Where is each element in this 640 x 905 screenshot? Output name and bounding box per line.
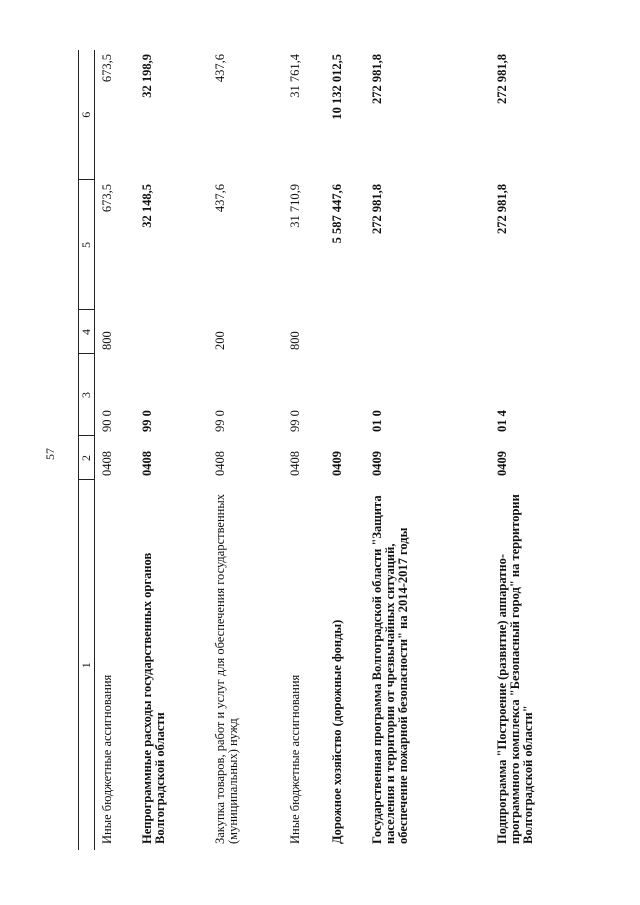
row-section: 0408 xyxy=(139,451,154,476)
row-name: Непрограммные расходы государственных органов Волгоградской области xyxy=(139,552,167,844)
row-name: Иные бюджетные ассигнования xyxy=(100,674,114,844)
budget-table xyxy=(78,50,570,850)
header-col-3: 3 xyxy=(79,354,95,436)
row-section: 0409 xyxy=(329,451,344,476)
row-section: 0408 xyxy=(287,451,302,476)
row-article: 99 0 xyxy=(287,410,302,432)
row-amount1: 272 981,8 xyxy=(369,184,384,234)
row-amount2: 32 198,9 xyxy=(139,54,154,98)
row-article: 90 0 xyxy=(100,410,114,432)
row-name: Иные бюджетные ассигнования xyxy=(287,674,302,844)
budget-table-rotated xyxy=(78,50,598,850)
header-col-4: 4 xyxy=(79,310,95,354)
row-amount2: 673,5 xyxy=(100,54,114,83)
row-name: Дорожное хозяйство (дорожные фонды) xyxy=(329,619,344,844)
row-type xyxy=(365,310,490,354)
row-article: 01 0 xyxy=(369,410,384,432)
header-col-5: 5 xyxy=(79,180,95,310)
row-amount1: 32 148,5 xyxy=(139,184,154,228)
table-row xyxy=(283,50,325,850)
row-section: 0408 xyxy=(212,451,227,476)
header-row xyxy=(79,50,95,850)
row-name: Закупка товаров, работ и услуг для обеспечения государственных (муниципальных) нужд xyxy=(212,493,240,844)
header-col-6: 6 xyxy=(79,50,95,180)
table-row xyxy=(208,50,283,850)
row-section: 0409 xyxy=(369,451,384,476)
row-section: 0409 xyxy=(494,451,509,476)
row-name: Государственная программа Волгоградской области "Защита населения и территории от чрезвычайных ситуаций, обеспечение пожарной безопасности" на 2014-2017 годы xyxy=(369,495,410,844)
row-amount1: 673,5 xyxy=(100,184,114,213)
table-row xyxy=(95,50,135,850)
row-amount1: 5 587 447,6 xyxy=(329,184,344,244)
table-row xyxy=(365,50,490,850)
row-type: 800 xyxy=(287,331,302,350)
row-type xyxy=(490,310,570,354)
row-amount2: 10 132 012,5 xyxy=(329,54,344,120)
row-type xyxy=(135,310,208,354)
row-name: Подпрограмма "Построение (развитие) аппаратно-программного комплекса "Безопасный город" на территории Волгоградской области" xyxy=(494,494,535,844)
table-row xyxy=(490,50,570,850)
row-amount1: 272 981,8 xyxy=(494,184,509,234)
row-article xyxy=(325,354,365,436)
row-amount2: 272 981,8 xyxy=(369,54,384,104)
row-article: 99 0 xyxy=(139,410,154,432)
row-type: 800 xyxy=(100,331,114,350)
header-col-1: 1 xyxy=(79,480,95,850)
row-article: 99 0 xyxy=(212,410,227,432)
row-type: 200 xyxy=(212,331,227,350)
row-article: 01 4 xyxy=(494,410,509,432)
table-row xyxy=(135,50,208,850)
header-col-2: 2 xyxy=(79,436,95,480)
row-section: 0408 xyxy=(100,451,114,476)
row-amount2: 272 981,8 xyxy=(494,54,509,104)
row-amount1: 31 710,9 xyxy=(287,184,302,228)
row-amount1: 437,6 xyxy=(212,184,227,213)
table-row xyxy=(325,50,365,850)
row-amount2: 31 761,4 xyxy=(287,54,302,98)
page-number: 57 xyxy=(43,448,57,460)
row-amount2: 437,6 xyxy=(212,54,227,83)
row-type xyxy=(325,310,365,354)
